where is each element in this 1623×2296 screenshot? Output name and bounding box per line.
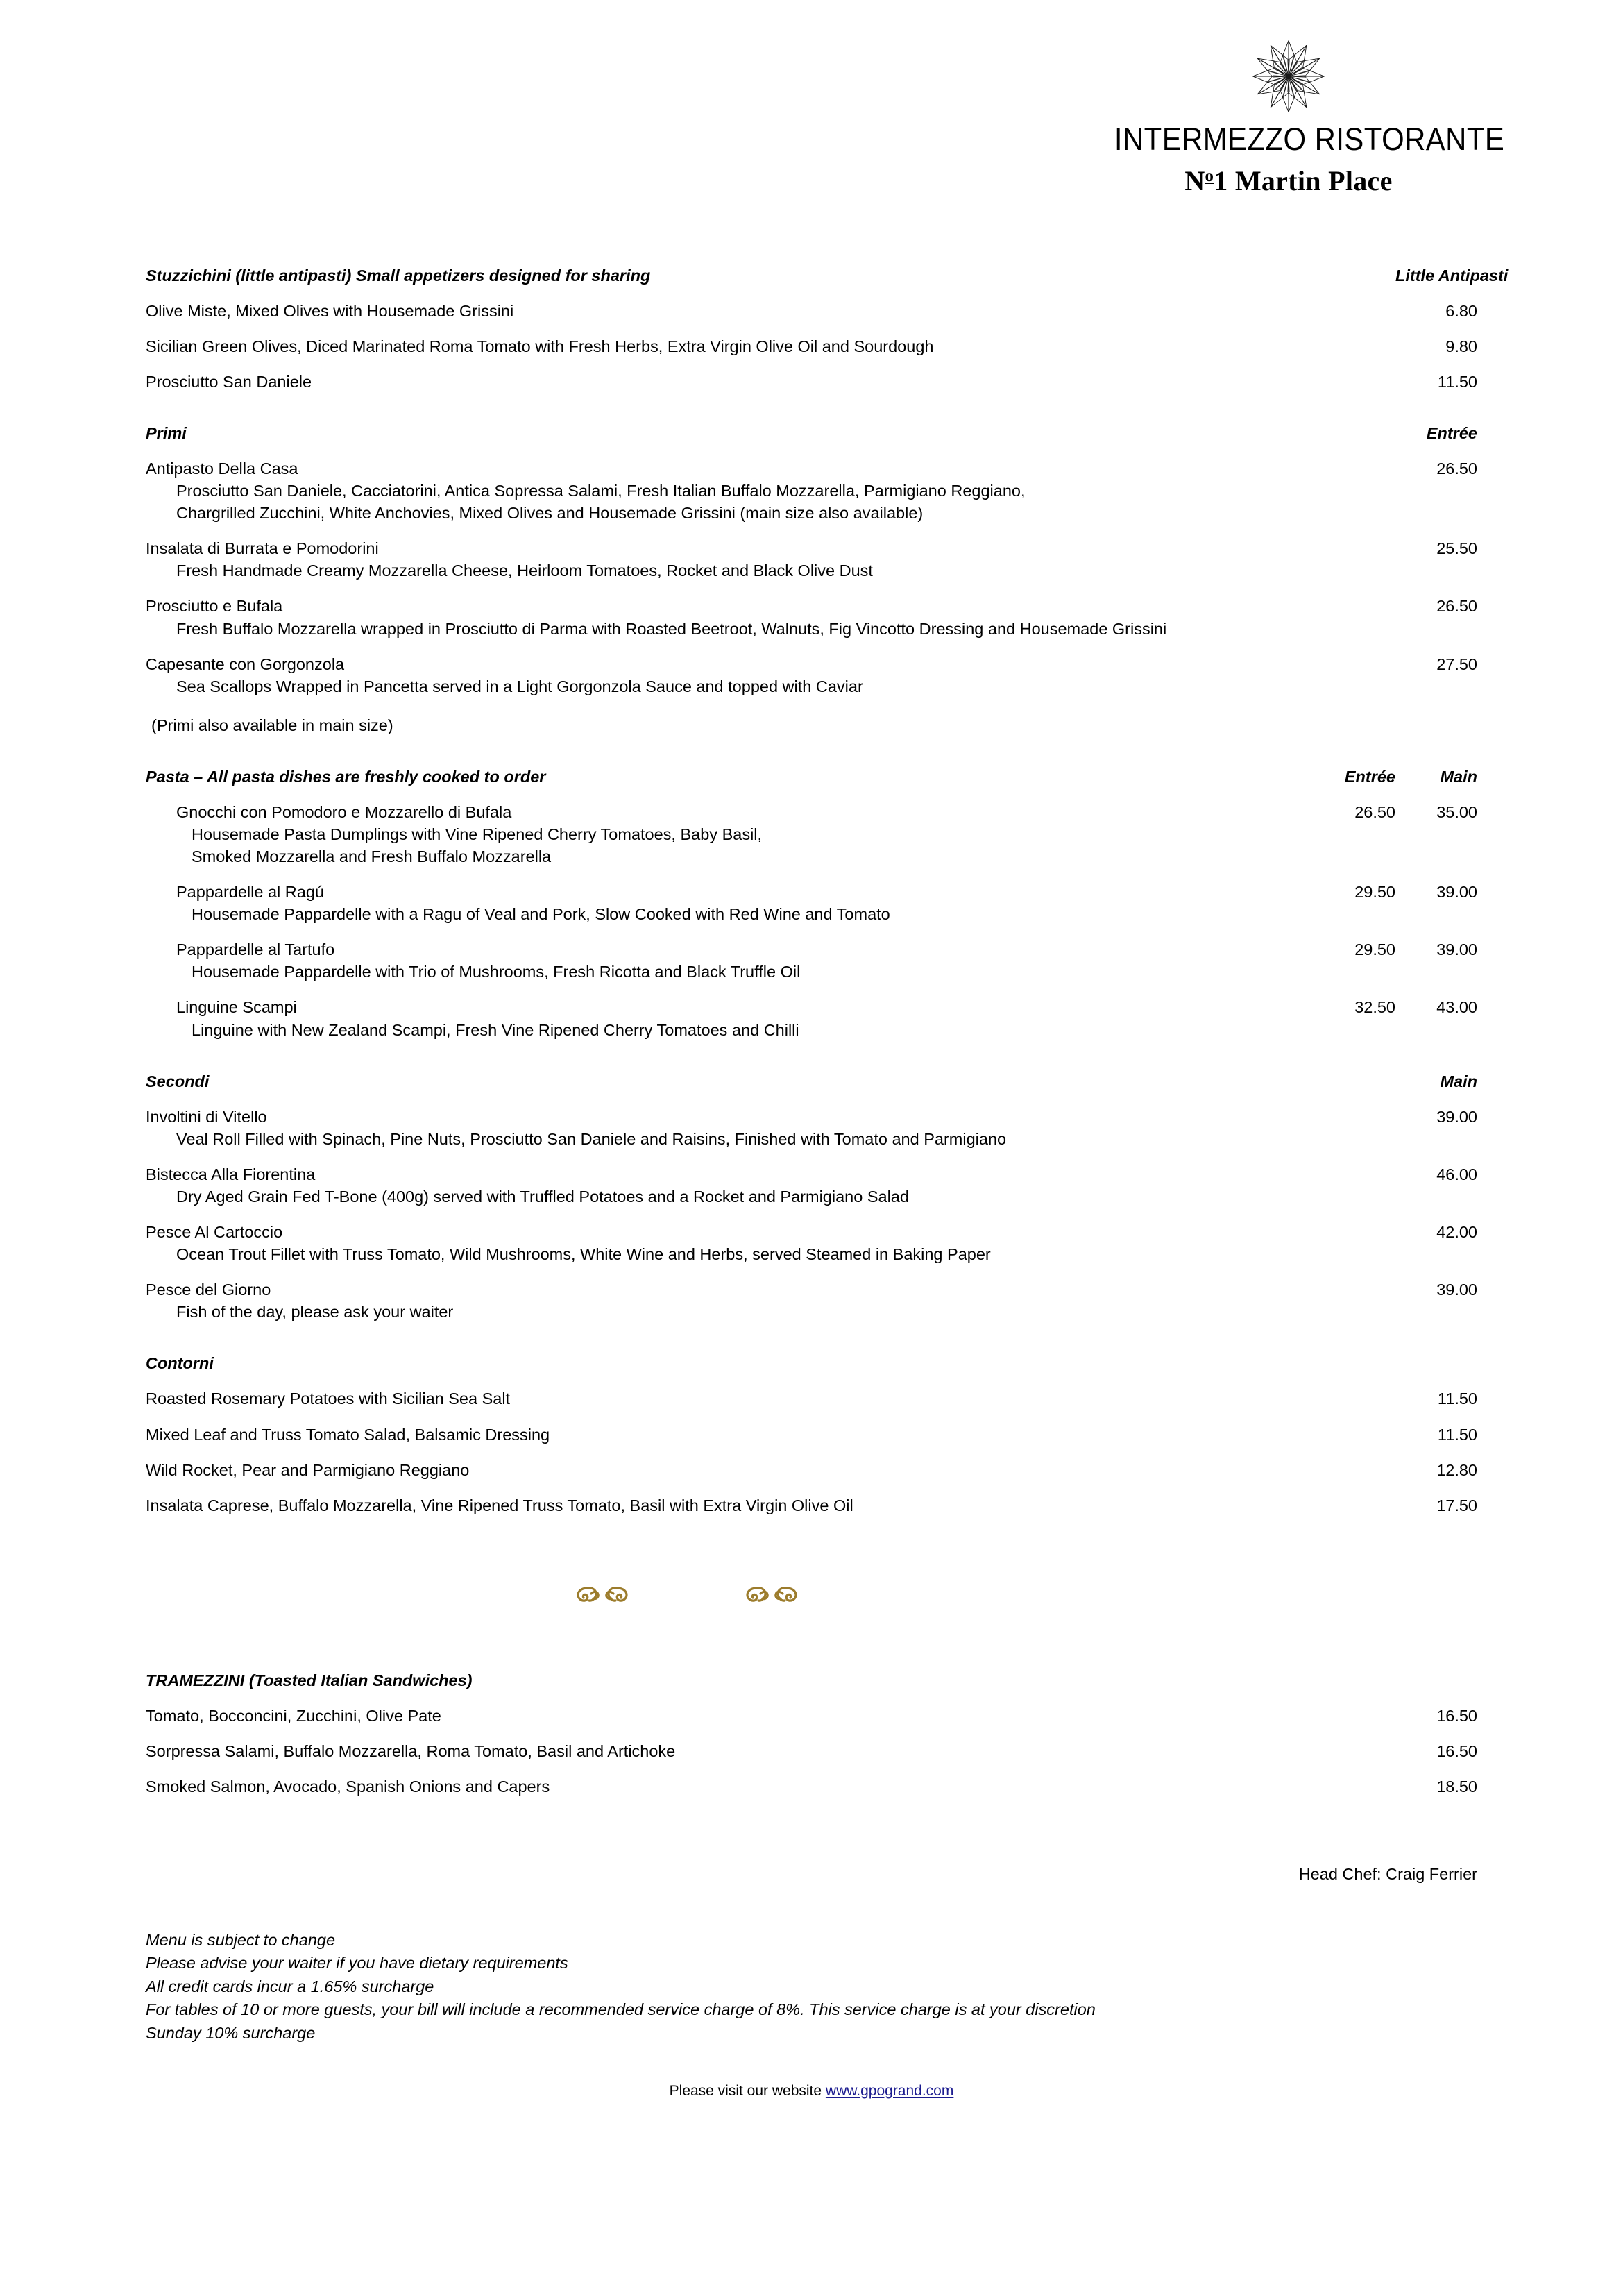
section-heading-primi [146,423,1477,444]
item-price: 6.80 [1445,301,1477,320]
item-description-line: Smoked Mozzarella and Fresh Buffalo Mozzarella [192,847,552,866]
section-title: TRAMEZZINI (Toasted Italian Sandwiches) [146,1671,473,1689]
website-prefix: Please visit our website [669,2082,826,2099]
item-price-entree: 29.50 [1354,883,1395,902]
item-name: Sorpressa Salami, Buffalo Mozzarella, Roma Tomato, Basil and Artichoke [146,1741,676,1760]
item-name: Capesante con Gorgonzola [146,655,345,673]
item-price-entree: 29.50 [1354,940,1395,959]
item-name: Mixed Leaf and Truss Tomato Salad, Balsamic Dressing [146,1425,550,1444]
item-description-line: Housemade Pappardelle with Trio of Mushrooms, Fresh Ricotta and Black Truffle Oil [192,963,801,981]
column-label-main: Main [1440,767,1477,786]
item-name: Pesce del Giorno [146,1281,271,1299]
brand-name: INTERMEZZO RISTORANTE [1114,121,1505,157]
menu-item [146,1424,1477,1445]
brand-subtitle-ordinal: o [1205,166,1214,185]
item-price: 16.50 [1436,1741,1477,1760]
item-price: 11.50 [1437,1425,1477,1444]
item-name: Insalata di Burrata e Pomodorini [146,539,379,558]
column-label-entree: Entrée [1426,424,1477,442]
menu-item [146,458,1477,523]
section-title: Primi [146,424,187,442]
section-heading-tramezzini [146,1670,1477,1691]
item-price: 16.50 [1436,1706,1477,1725]
item-name: Pappardelle al Tartufo [176,940,335,959]
brand-subtitle [1101,164,1476,197]
item-name: Bistecca Alla Fiorentina [146,1165,316,1183]
menu-item [146,939,1477,982]
item-price: 11.50 [1437,372,1477,391]
section-title: Secondi [146,1072,210,1090]
item-description-line: Housemade Pappardelle with a Ragu of Veal and Pork, Slow Cooked with Red Wine and Tomato [192,905,890,924]
item-name: Gnocchi con Pomodoro e Mozzarello di Bufala [176,802,512,821]
section-heading-contorni [146,1353,1477,1374]
item-description-line: Prosciutto San Daniele, Cacciatorini, Antica Sopressa Salami, Fresh Italian Buffalo Mozzarella, Parmigiano Reggiano, [176,482,1026,500]
item-price-main: 43.00 [1436,998,1477,1017]
item-price: 12.80 [1436,1460,1477,1479]
item-description-line: Fish of the day, please ask your waiter [176,1303,454,1322]
flourish-ornament-icon [745,1582,798,1610]
head-chef-credit: Head Chef: Craig Ferrier [1298,1865,1477,1884]
brand-block [1101,37,1505,197]
item-description-line: Dry Aged Grain Fed T-Bone (400g) served with Truffled Potatoes and a Rocket and Parmigiano Salad [176,1187,909,1206]
item-name: Wild Rocket, Pear and Parmigiano Reggiano [146,1460,470,1479]
menu-item [146,881,1477,925]
website-link[interactable]: www.gpogrand.com [825,2082,954,2099]
disclaimer-line: For tables of 10 or more guests, your bill will include a recommended service charge of 8%. This service charge is at your discretion [146,2000,1096,2019]
menu-item [146,1279,1477,1322]
item-name: Pappardelle al Ragú [176,883,324,902]
item-price-entree: 26.50 [1354,802,1395,821]
section-title: Pasta – All pasta dishes are freshly cooked to order [146,767,546,786]
disclaimer-line: Menu is subject to change [146,1931,336,1950]
item-price: 39.00 [1436,1281,1477,1299]
disclaimer-line: All credit cards incur a 1.65% surcharge [146,1977,434,1995]
ornament-divider [146,1582,1477,1610]
section-title: Contorni [146,1354,214,1373]
item-price-entree: 32.50 [1354,998,1395,1017]
item-description-line: Fresh Buffalo Mozzarella wrapped in Prosciutto di Parma with Roasted Beetroot, Walnuts, Fig Vincotto Dressing and Housemade Grissini [176,619,1167,638]
item-name: Tomato, Bocconcini, Zucchini, Olive Pate [146,1706,441,1725]
item-description-line: Veal Roll Filled with Spinach, Pine Nuts, Prosciutto San Daniele and Raisins, Finished with Tomato and Parmigiano [176,1129,1007,1148]
menu-item [146,1705,1477,1726]
item-price: 27.50 [1436,655,1477,673]
page-header [146,0,1505,197]
item-price-main: 35.00 [1436,802,1477,821]
menu-item [146,1164,1477,1207]
item-price: 46.00 [1436,1165,1477,1183]
item-price: 17.50 [1436,1496,1477,1514]
menu-item [146,336,1477,357]
column-label-little-antipasti: Little Antipasti [1395,266,1509,285]
item-name: Roasted Rosemary Potatoes with Sicilian Sea Salt [146,1390,511,1408]
section-title: Stuzzichini (little antipasti) Small appetizers designed for sharing [146,266,651,285]
menu-item [146,596,1477,639]
section-heading-stuzzichini [146,265,1509,286]
item-price: 42.00 [1436,1223,1477,1242]
item-name: Sicilian Green Olives, Diced Marinated Roma Tomato with Fresh Herbs, Extra Virgin Olive Oil and Sourdough [146,337,934,355]
menu-item [146,654,1477,697]
item-name: Insalata Caprese, Buffalo Mozzarella, Vine Ripened Truss Tomato, Basil with Extra Virgin Olive Oil [146,1496,853,1514]
menu-item [146,538,1477,581]
menu-item [146,1222,1477,1265]
item-description-line: Sea Scallops Wrapped in Pancetta served in a Light Gorgonzola Sauce and topped with Caviar [176,677,863,695]
item-name: Olive Miste, Mixed Olives with Housemade Grissini [146,301,514,320]
menu-item [146,1106,1477,1149]
menu-item [146,1495,1477,1516]
menu-item [146,1460,1477,1480]
menu-item [146,1741,1477,1762]
menu-item [146,997,1477,1040]
disclaimer-block [146,1929,1477,2045]
item-name: Smoked Salmon, Avocado, Spanish Onions and Capers [146,1777,550,1796]
column-label-entree: Entrée [1344,767,1395,786]
menu-item [146,802,1477,867]
menu-item [146,301,1477,321]
item-name: Pesce Al Cartoccio [146,1223,283,1242]
item-price: 26.50 [1436,597,1477,616]
item-price-main: 39.00 [1436,883,1477,902]
website-footer [146,2082,1477,2101]
item-name: Antipasto Della Casa [146,459,298,478]
item-name: Linguine Scampi [176,998,297,1017]
menu-item [146,1776,1477,1797]
item-price: 25.50 [1436,539,1477,558]
item-price: 11.50 [1437,1390,1477,1408]
menu-item [146,1388,1477,1409]
disclaimer-line: Please advise your waiter if you have dietary requirements [146,1954,568,1973]
item-description-line: Housemade Pasta Dumplings with Vine Ripened Cherry Tomatoes, Baby Basil, [192,825,763,844]
menu-body [146,265,1509,2101]
item-name: Prosciutto San Daniele [146,372,312,391]
star-flower-logo-icon [1101,37,1476,119]
item-description-line: Fresh Handmade Creamy Mozzarella Cheese, Heirloom Tomatoes, Rocket and Black Olive Dust [176,562,873,580]
item-price: 18.50 [1436,1777,1477,1796]
disclaimer-line: Sunday 10% surcharge [146,2023,316,2042]
menu-item [146,371,1477,392]
primi-size-note: (Primi also available in main size) [151,716,393,734]
item-name: Involtini di Vitello [146,1107,267,1126]
brand-subtitle-rest: 1 Martin Place [1214,164,1393,196]
item-price: 26.50 [1436,459,1477,478]
item-description-line: Chargrilled Zucchini, White Anchovies, Mixed Olives and Housemade Grissini (main size also available) [176,504,924,523]
column-label-main: Main [1440,1072,1477,1090]
item-price-main: 39.00 [1436,940,1477,959]
item-price: 39.00 [1436,1107,1477,1126]
item-description-line: Ocean Trout Fillet with Truss Tomato, Wild Mushrooms, White Wine and Herbs, served Steamed in Baking Paper [176,1245,991,1264]
section-heading-pasta [146,766,1477,787]
section-heading-secondi [146,1071,1477,1092]
item-name: Prosciutto e Bufala [146,597,283,616]
item-price: 9.80 [1445,337,1477,355]
item-description-line: Linguine with New Zealand Scampi, Fresh Vine Ripened Cherry Tomatoes and Chilli [192,1020,799,1039]
flourish-ornament-icon [576,1582,629,1610]
brand-subtitle-prefix: N [1184,164,1205,196]
